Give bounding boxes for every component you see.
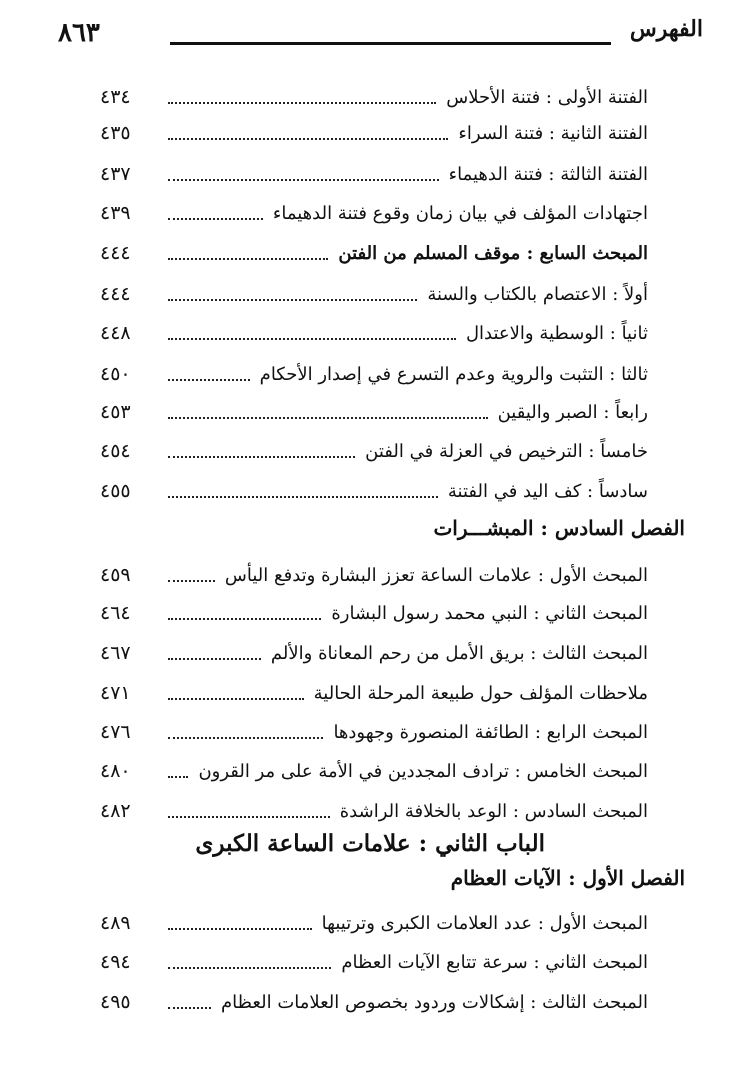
header-rule [170,42,611,45]
toc-entry-title: المبحث السابع : موقف المسلم من الفتن [338,242,648,264]
toc-entry[interactable] [100,236,648,270]
toc-entry-page: ٤٣٩ [100,202,131,224]
toc-entry-page: ٤٤٤ [100,283,131,305]
toc-entry-page: ٤٥٠ [100,363,131,385]
toc-entry[interactable] [100,395,648,429]
toc-entry-title: خامساً : الترخيص في العزلة في الفتن [365,440,648,462]
toc-entry-page: ٤٩٤ [100,951,131,973]
leader-dots [168,698,304,700]
toc-entry-title: رابعاً : الصبر واليقين [497,401,648,423]
toc-entry-page: ٤٣٤ [100,86,131,108]
toc-entry[interactable] [100,434,648,468]
toc-entry[interactable] [100,116,648,150]
toc-entry-title: الفتنة الثالثة : فتنة الدهيماء [448,163,648,185]
toc-entry-title: سادساً : كف اليد في الفتنة [447,480,648,502]
toc-entry-title: أولاً : الاعتصام بالكتاب والسنة [427,283,648,305]
toc-entry[interactable] [100,754,648,788]
toc-entry[interactable] [100,794,648,828]
leader-dots [168,618,321,620]
toc-entry[interactable] [100,636,648,670]
toc-entry-page: ٤٧١ [100,682,131,704]
leader-dots [168,928,312,930]
toc-entry-page: ٤٥٥ [100,480,131,502]
leader-dots [168,737,323,739]
toc-entry-title: المبحث الثاني : النبي محمد رسول البشارة [331,602,648,624]
leader-dots [168,299,417,301]
toc-entry-title: ملاحظات المؤلف حول طبيعة المرحلة الحالية [313,682,648,704]
toc-entry-page: ٤٨٠ [100,760,131,782]
toc-entry-page: ٤٧٦ [100,721,131,743]
toc-entry[interactable] [100,596,648,630]
part-heading: الباب الثاني : علامات الساعة الكبرى [195,830,545,857]
toc-entry[interactable] [100,985,648,1019]
toc-entry[interactable] [100,474,648,508]
toc-entry-page: ٤٨٩ [100,912,131,934]
toc-entry-title: الفتنة الثانية : فتنة السراء [458,122,648,144]
leader-dots [168,379,250,381]
toc-entry-page: ٤٤٤ [100,242,131,264]
toc-entry-title: المبحث الأول : علامات الساعة تعزز البشارة وتدفع اليأس [224,564,648,586]
toc-entry-title: ثالثا : التثبت والروية وعدم التسرع في إصدار الأحكام [259,363,648,385]
page-header [52,12,703,52]
leader-dots [168,967,331,969]
leader-dots [168,776,188,778]
leader-dots [168,338,456,340]
toc-entry[interactable] [100,157,648,191]
running-title: الفهرس [629,16,703,42]
toc-entry[interactable] [100,277,648,311]
leader-dots [168,456,355,458]
toc-entry-title: المبحث الخامس : ترادف المجددين في الأمة على مر القرون [198,760,648,782]
leader-dots [168,417,488,419]
toc-entry-title: اجتهادات المؤلف في بيان زمان وقوع فتنة الدهيماء [272,202,648,224]
page-number: ٨٦٣ [58,18,100,48]
toc-entry-title: المبحث الثاني : سرعة تتابع الآيات العظام [341,951,648,973]
toc-entry[interactable] [100,357,648,391]
toc-entry-title: الفتنة الأولى : فتنة الأحلاس [446,86,648,108]
leader-dots [168,218,263,220]
toc-entry-page: ٤٦٧ [100,642,131,664]
leader-dots [168,816,330,818]
toc-entry-page: ٤٥٤ [100,440,131,462]
toc-entry[interactable] [100,945,648,979]
toc-entry[interactable] [100,80,648,114]
toc-entry-page: ٤٦٤ [100,602,131,624]
leader-dots [168,1007,211,1009]
leader-dots [168,138,448,140]
toc-entry-title: المبحث السادس : الوعد بالخلافة الراشدة [339,800,648,822]
toc-entry-title: المبحث الرابع : الطائفة المنصورة وجهودها [333,721,648,743]
chapter-heading: الفصل الأول : الآيات العظام [450,866,685,890]
toc-entry-page: ٤٥٩ [100,564,131,586]
leader-dots [168,179,439,181]
toc-entry-title: المبحث الأول : عدد العلامات الكبرى وترتيبها [321,912,648,934]
toc-entry[interactable] [100,558,648,592]
leader-dots [168,102,436,104]
leader-dots [168,496,438,498]
leader-dots [168,580,215,582]
leader-dots [168,258,328,260]
toc-entry[interactable] [100,196,648,230]
toc-entry-title: ثانياً : الوسطية والاعتدال [465,322,648,344]
toc-entry[interactable] [100,676,648,710]
toc-entry-page: ٤٩٥ [100,991,131,1013]
leader-dots [168,658,261,660]
toc-entry-page: ٤٣٧ [100,163,131,185]
toc-entry-page: ٤٤٨ [100,322,131,344]
toc-entry-page: ٤٨٢ [100,800,131,822]
toc-entry-title: المبحث الثالث : إشكالات وردود بخصوص العلامات العظام [221,991,648,1013]
toc-entry[interactable] [100,715,648,749]
toc-entry-page: ٤٥٣ [100,401,131,423]
toc-entry[interactable] [100,316,648,350]
chapter-heading: الفصل السادس : المبشـــرات [433,516,685,540]
toc-entry[interactable] [100,906,648,940]
toc-entry-page: ٤٣٥ [100,122,131,144]
toc-entry-title: المبحث الثالث : بريق الأمل من رحم المعاناة والألم [270,642,648,664]
